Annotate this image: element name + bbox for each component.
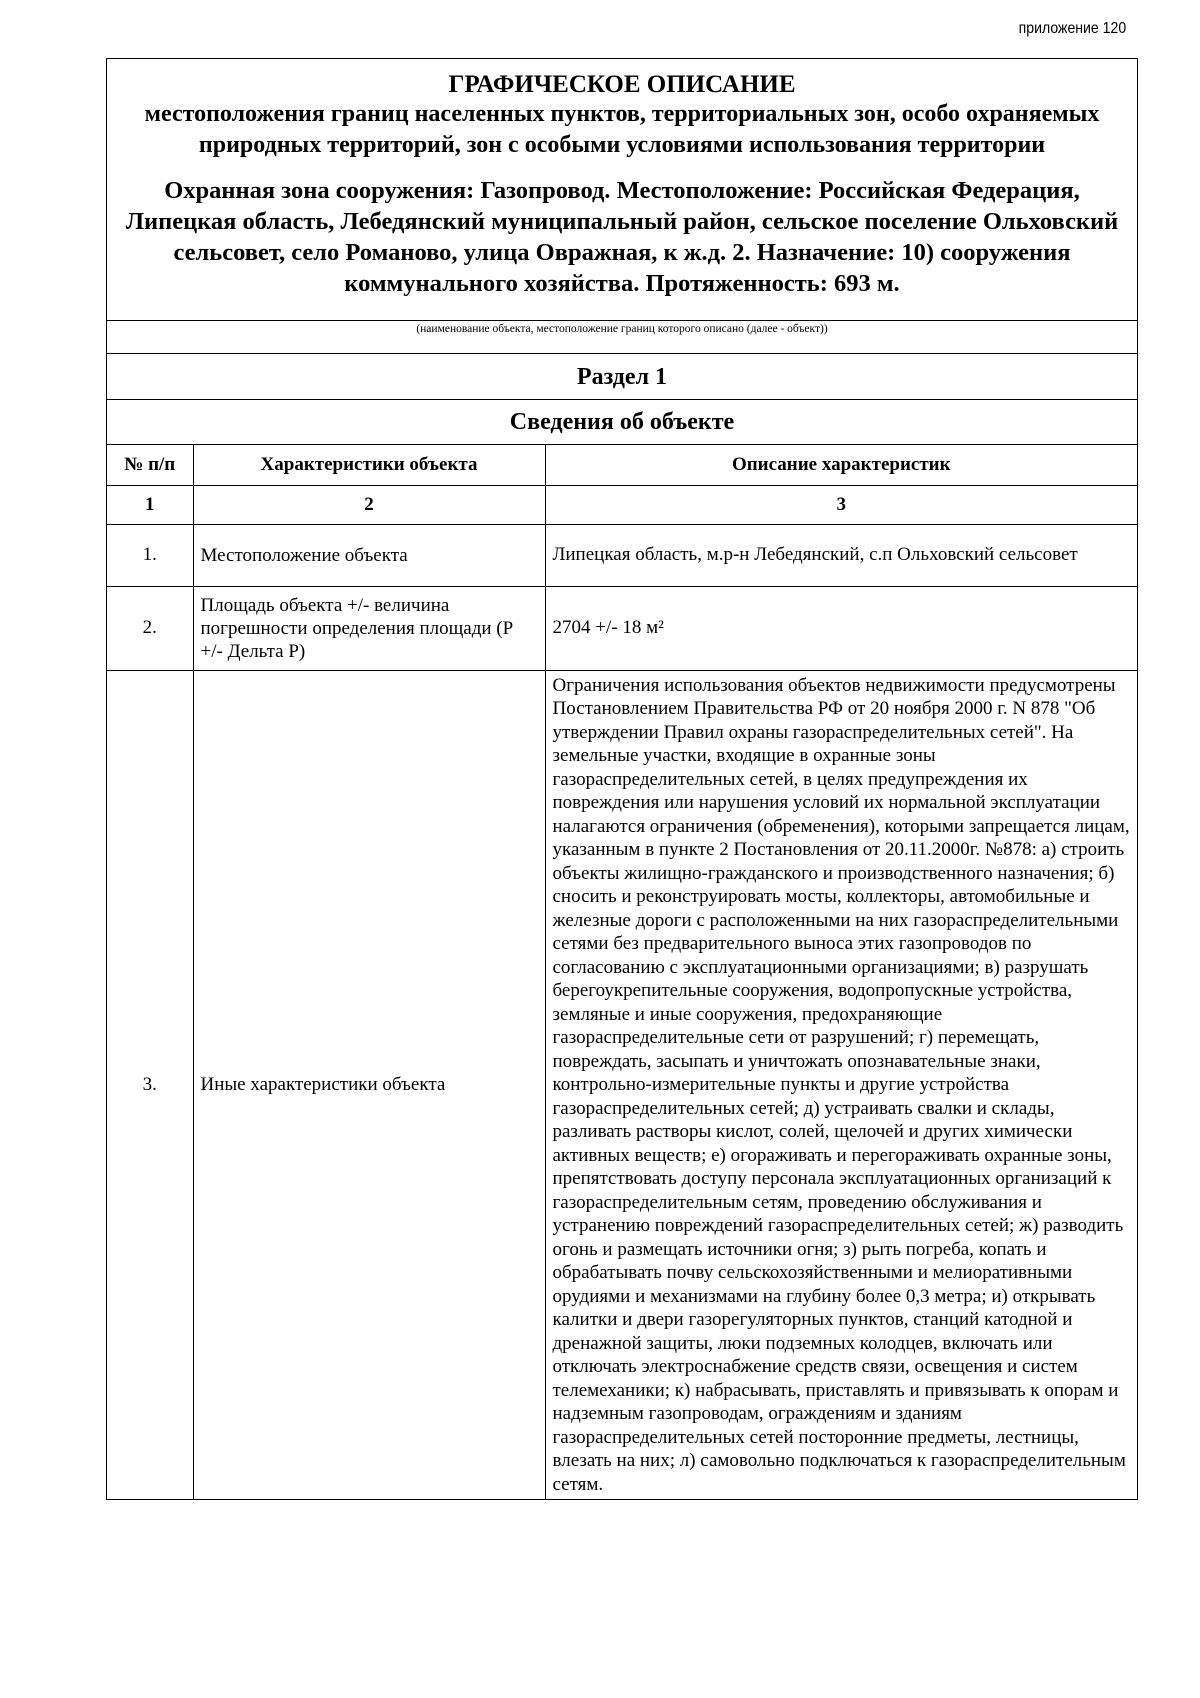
appendix-label: приложение 120 <box>1018 20 1126 37</box>
table-row <box>107 586 1137 670</box>
document-header <box>107 59 1137 321</box>
column-number: 1 <box>107 485 193 524</box>
row-number: 2. <box>107 586 193 670</box>
row-number: 3. <box>107 670 193 1499</box>
column-number: 2 <box>193 485 545 524</box>
row-description: Липецкая область, м.р-н Лебедянский, с.п Ольховский сельсовет <box>545 524 1137 586</box>
object-info-table <box>107 445 1137 1499</box>
table-row <box>107 670 1137 1499</box>
row-characteristic: Площадь объекта +/- величина погрешности определения площади (Р +/- Дельта Р) <box>193 586 545 670</box>
row-description: 2704 +/- 18 м² <box>545 586 1137 670</box>
document-subtitle: местоположения границ населенных пунктов, территориальных зон, особо охраняемых природных территорий, зон с особыми условиями использования территории <box>144 101 1100 158</box>
row-description: Ограничения использования объектов недвижимости предусмотрены Постановлением Правительства РФ от 20 ноября 2000 г. N 878 "Об утверждении Правил охраны газораспределительных сетей". На земельные участки, входящие в охранные зоны газораспределительных сетей, в целях предупреждения их повреждения или нарушения условий их нормальной эксплуатации налагаются ограничения (обременения), которыми запрещается лицам, указанным в пункте 2 Постановления от 20.11.2000г. №878: а) строить объекты жилищно-гражданского и производственного назначения; б) сносить и реконструировать мосты, коллекторы, автомобильные и железные дороги с расположенными на них газораспределительными сетями без предварительного выноса этих газопроводов по согласованию с эксплуатационными организациями; в) разрушать берегоукрепительные сооружения, водопропускные устройства, земляные и иные сооружения, предохраняющие газораспределительные сети от разрушений; г) перемещать, повреждать, засыпать и уничтожать опознавательные знаки, контрольно-измерительные пункты и другие устройства газораспределительных сетей; д) устраивать свалки и склады, разливать растворы кислот, солей, щелочей и других химически активных веществ; е) огораживать и перегораживать охранные зоны, препятствовать доступу персонала эксплуатационных организаций к газораспределительным сетям, проведению обслуживания и устранению повреждений газораспределительных сетей; ж) разводить огонь и размещать источники огня; з) рыть погреба, копать и обрабатывать почву сельскохозяйственными и мелиоративными орудиями и механизмами на глубину более 0,3 метра; и) открывать калитки и двери газорегуляторных пунктов, станций катодной и дренажной защиты, люки подземных колодцев, включать или отключать электроснабжение средств связи, освещения и систем телемеханики; к) набрасывать, приставлять и привязывать к опорам и надземным газопроводам, ограждениям и зданиям газораспределительных сетей посторонние предметы, лестницы, влезать на них; л) самовольно подключаться к газораспределительным сетям. <box>545 670 1137 1499</box>
column-header: № п/п <box>107 445 193 485</box>
section-title: Сведения об объекте <box>107 400 1137 445</box>
row-characteristic: Местоположение объекта <box>193 524 545 586</box>
column-header: Описание характеристик <box>545 445 1137 485</box>
document-frame <box>106 58 1138 1500</box>
column-number-row <box>107 485 1137 524</box>
table-row <box>107 524 1137 586</box>
document-title: ГРАФИЧЕСКОЕ ОПИСАНИЕ <box>448 71 796 98</box>
row-characteristic: Иные характеристики объекта <box>193 670 545 1499</box>
object-description: Охранная зона сооружения: Газопровод. Местоположение: Российская Федерация, Липецкая область, Лебедянский муниципальный район, сельское поселение Ольховский сельсовет, село Романово, улица Овражная, к ж.д. 2. Назначение: 10) сооружения коммунального хозяйства. Протяженность: 693 м. <box>125 177 1119 297</box>
table-header-row <box>107 445 1137 485</box>
row-number: 1. <box>107 524 193 586</box>
column-header: Характеристики объекта <box>193 445 545 485</box>
column-number: 3 <box>545 485 1137 524</box>
object-caption: (наименование объекта, местоположение границ которого описано (далее - объект)) <box>107 321 1137 354</box>
section-label: Раздел 1 <box>107 354 1137 400</box>
